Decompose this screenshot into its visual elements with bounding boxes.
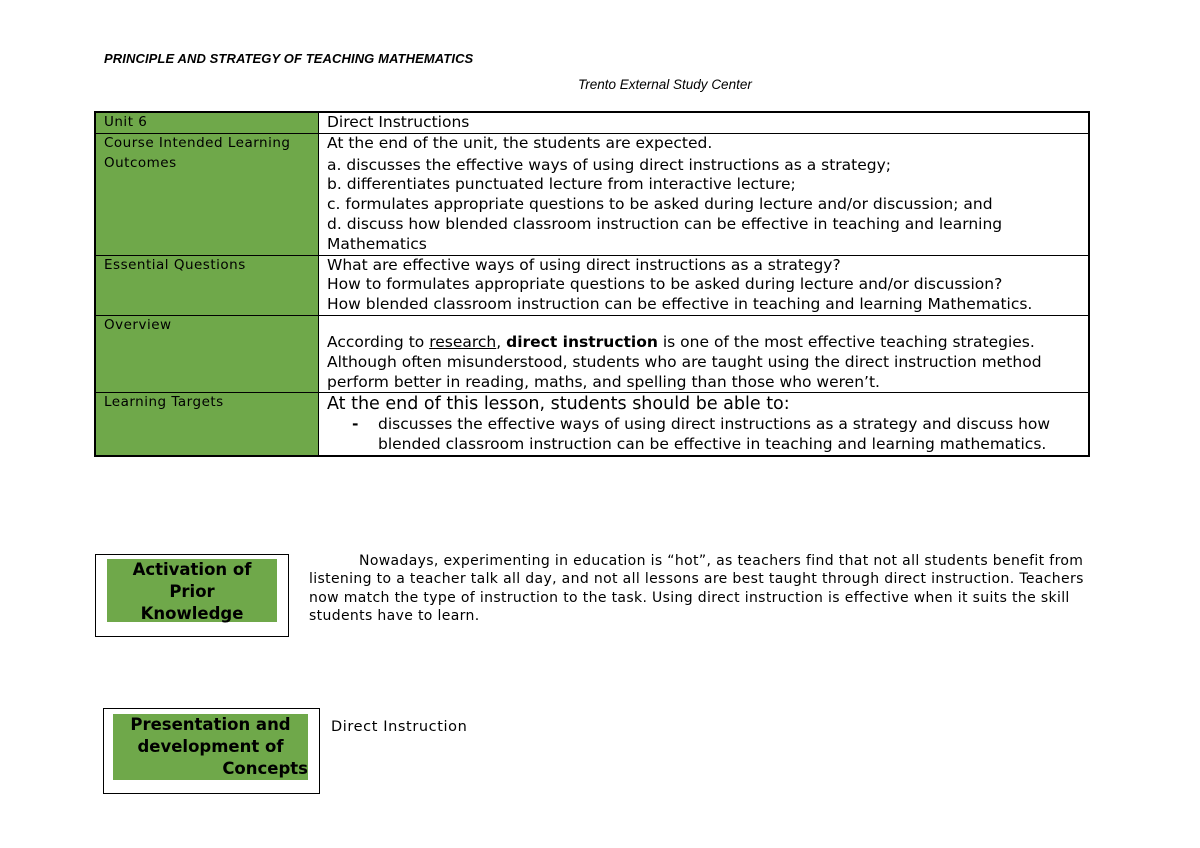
- bullet-dash: -: [352, 415, 359, 434]
- research-link[interactable]: research: [429, 332, 497, 351]
- study-center: Trento External Study Center: [578, 77, 752, 92]
- cilo-content: [319, 133, 1090, 255]
- overview-comma: ,: [496, 332, 507, 351]
- essential-content: [319, 255, 1090, 315]
- overview-content: [319, 315, 1090, 392]
- targets-row: [95, 393, 1089, 456]
- overview-bold: direct instruction: [506, 332, 658, 351]
- cilo-item: c. formulates appropriate questions to be asked during lecture and/or discussion; and: [327, 195, 993, 214]
- targets-label: Learning Targets: [95, 393, 319, 456]
- overview-rest: is one of the most effective teaching strategies. Although often misunderstood, students who are taught using the direct instruction method perform better in reading, maths, and spelling than those who weren’t.: [327, 332, 1042, 391]
- unit-row: [95, 112, 1089, 133]
- activation-title-line: Knowledge: [140, 604, 244, 623]
- targets-content: [319, 393, 1090, 456]
- activation-title: [107, 559, 277, 622]
- overview-label: Overview: [95, 315, 319, 392]
- unit-label: Unit 6: [95, 112, 319, 133]
- essential-row: [95, 255, 1089, 315]
- essential-question: How blended classroom instruction can be effective in teaching and learning Mathematics.: [327, 295, 1033, 314]
- presentation-title: [113, 714, 308, 780]
- document-title: PRINCIPLE AND STRATEGY OF TEACHING MATHEMATICS: [104, 51, 474, 66]
- list-item: [352, 415, 1088, 455]
- overview-prefix: According to: [327, 332, 430, 351]
- activation-title-line: Prior: [169, 582, 215, 601]
- essential-question: How to formulates appropriate questions to be asked during lecture and/or discussion?: [327, 275, 1003, 294]
- unit-table: [94, 111, 1090, 457]
- essential-label: Essential Questions: [95, 255, 319, 315]
- presentation-title-line: Concepts: [222, 759, 308, 778]
- unit-value: Direct Instructions: [319, 112, 1090, 133]
- target-item: discusses the effective ways of using direct instructions as a strategy and discuss how blended classroom instruction can be effective in teaching and learning mathematics.: [378, 415, 1051, 454]
- presentation-subtitle: Direct Instruction: [331, 719, 468, 735]
- targets-list: [327, 415, 1088, 455]
- targets-lead: At the end of this lesson, students should be able to:: [327, 394, 790, 415]
- essential-question: What are effective ways of using direct instructions as a strategy?: [327, 255, 841, 274]
- overview-row: [95, 315, 1089, 392]
- cilo-item: a. discusses the effective ways of using direct instructions as a strategy;: [327, 155, 892, 174]
- cilo-item: b. differentiates punctuated lecture from interactive lecture;: [327, 175, 796, 194]
- activation-text: Nowadays, experimenting in education is “hot”, as teachers find that not all students benefit from listening to a teacher talk all day, and not all lessons are best taught through direct instruction. Teachers now match the type of instruction to the task. Using direct instruction is effective when it suits the skill students have to learn.: [309, 553, 1084, 624]
- presentation-title-line: Presentation and: [130, 715, 291, 734]
- presentation-title-line: development of: [137, 737, 284, 756]
- activation-title-line: Activation of: [132, 560, 252, 579]
- cilo-label: Course Intended Learning Outcomes: [95, 133, 319, 255]
- cilo-row: [95, 133, 1089, 255]
- cilo-item: d. discuss how blended classroom instruction can be effective in teaching and learning Mathematics: [327, 214, 1003, 253]
- cilo-intro: At the end of the unit, the students are expected.: [327, 133, 713, 152]
